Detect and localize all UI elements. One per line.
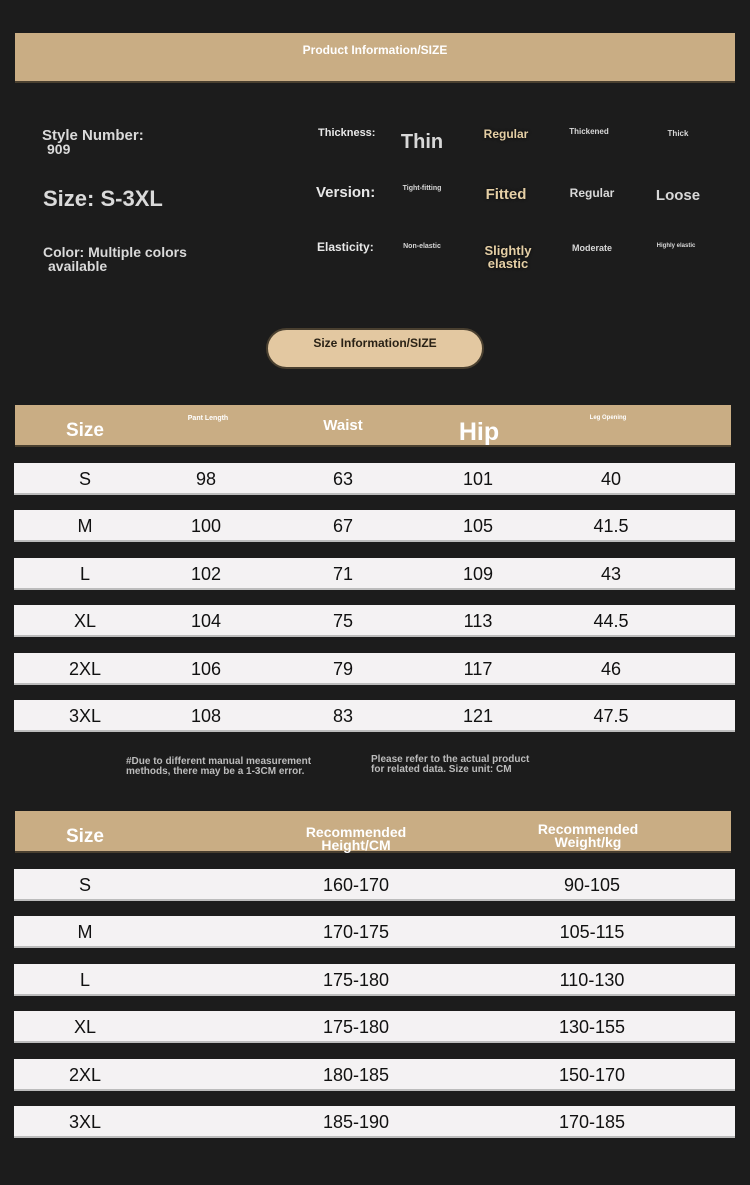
table-row	[14, 463, 735, 495]
cell-leg-opening: 43	[600, 564, 622, 584]
table-row	[14, 510, 735, 542]
cell-height: 170-175	[322, 922, 390, 942]
cell-size: L	[79, 970, 90, 990]
cell-waist: 67	[332, 516, 354, 536]
cell-weight: 90-105	[563, 875, 621, 895]
header-recommended-height	[281, 826, 431, 852]
cell-size: XL	[73, 611, 97, 631]
cell-pant-length: 98	[195, 469, 217, 489]
table-row	[14, 964, 735, 996]
note-right-line1: Please refer to the actual product	[371, 754, 530, 765]
cell-hip: 101	[462, 469, 494, 489]
cell-size: S	[78, 875, 91, 895]
cell-hip: 113	[463, 611, 493, 631]
cell-weight: 105-115	[559, 922, 625, 942]
cell-pant-length: 108	[190, 706, 222, 726]
note-left-line1: #Due to different manual measurement	[126, 756, 312, 767]
table-row	[14, 916, 735, 948]
cell-height: 180-185	[322, 1065, 390, 1085]
cell-pant-length: 102	[190, 564, 222, 584]
cell-height: 175-180	[322, 970, 390, 990]
cell-size: M	[77, 516, 93, 536]
cell-waist: 75	[332, 611, 354, 631]
cell-weight: 110-130	[559, 970, 625, 990]
elasticity-option-slightly-elastic: Slightly elastic	[484, 243, 532, 271]
elasticity-option-highly-elastic: Highly elastic	[656, 243, 696, 249]
cell-leg-opening: 41.5	[593, 516, 629, 536]
version-label: Version:	[316, 184, 376, 201]
cell-size: M	[77, 922, 93, 942]
cell-waist: 83	[332, 706, 354, 726]
banner-title: Product Information/SIZE	[302, 43, 448, 57]
cell-size: XL	[73, 1017, 97, 1037]
measurement-note-right	[371, 755, 529, 775]
cell-size: 3XL	[68, 1112, 102, 1132]
cell-weight: 130-155	[558, 1017, 626, 1037]
header-height-line2: Height/CM	[321, 837, 391, 853]
thickness-option-thick: Thick	[667, 129, 689, 138]
cell-pant-length: 106	[190, 659, 222, 679]
cell-weight: 170-185	[558, 1112, 626, 1132]
table-row	[14, 653, 735, 685]
cell-hip: 117	[463, 659, 493, 679]
elasticity-option-moderate: Moderate	[571, 243, 612, 253]
table-row	[14, 1011, 735, 1043]
cell-height: 185-190	[322, 1112, 390, 1132]
cell-leg-opening: 47.5	[593, 706, 629, 726]
color-info-line2: available	[48, 258, 108, 274]
table-row	[14, 558, 735, 590]
cell-weight: 150-170	[558, 1065, 626, 1085]
cell-height: 175-180	[322, 1017, 390, 1037]
size-table-header	[15, 405, 731, 447]
header-weight-line1: Recommended	[537, 821, 639, 837]
version-option-regular: Regular	[569, 186, 615, 200]
cell-size: 2XL	[68, 1065, 102, 1085]
cell-size: 3XL	[68, 706, 102, 726]
cell-waist: 79	[332, 659, 354, 679]
header-recommended-weight	[513, 823, 663, 849]
cell-waist: 71	[332, 564, 354, 584]
elasticity-label: Elasticity:	[317, 240, 374, 254]
header-size: Size	[65, 826, 105, 847]
cell-leg-opening: 46	[600, 659, 622, 679]
table-row	[14, 1106, 735, 1138]
cell-hip: 105	[462, 516, 494, 536]
version-option-fitted: Fitted	[485, 186, 527, 203]
measurement-note-left	[126, 757, 311, 777]
cell-size: 2XL	[68, 659, 102, 679]
cell-pant-length: 100	[190, 516, 222, 536]
header-hip: Hip	[458, 418, 500, 446]
version-option-loose: Loose	[655, 187, 701, 204]
size-range: Size: S-3XL	[43, 186, 163, 211]
cell-waist: 63	[332, 469, 354, 489]
header-weight-line2: Weight/kg	[554, 834, 622, 850]
note-left-line2: methods, there may be a 1-3CM error.	[126, 766, 305, 777]
cell-hip: 109	[462, 564, 494, 584]
recommendation-table-header	[15, 811, 731, 853]
cell-height: 160-170	[322, 875, 390, 895]
elasticity-option-non-elastic: Non-elastic	[403, 243, 441, 250]
style-number-label: Style Number:	[42, 127, 144, 144]
thickness-option-regular: Regular	[483, 127, 529, 141]
style-number-value: 909	[47, 141, 71, 157]
table-row	[14, 605, 735, 637]
cell-pant-length: 104	[190, 611, 222, 631]
cell-leg-opening: 44.5	[593, 611, 629, 631]
header-waist: Waist	[323, 417, 363, 434]
cell-hip: 121	[462, 706, 494, 726]
note-right-line2: for related data. Size unit: CM	[371, 764, 512, 775]
size-information-title: Size Information/SIZE	[313, 336, 437, 350]
size-information-pill	[266, 328, 484, 369]
thickness-option-thin: Thin	[400, 131, 444, 153]
thickness-option-thickened: Thickened	[569, 127, 609, 136]
color-info-line1: Color: Multiple colors	[43, 244, 187, 260]
header-leg-opening: Leg Opening	[589, 415, 627, 421]
color-info	[43, 245, 223, 273]
header-size: Size	[65, 420, 105, 441]
thickness-label: Thickness:	[318, 127, 376, 139]
header-pant-length: Pant Length	[187, 415, 229, 422]
product-information-banner	[15, 33, 735, 83]
version-option-tight-fitting: Tight-fitting	[402, 185, 442, 192]
table-row	[14, 700, 735, 732]
table-row	[14, 1059, 735, 1091]
cell-size: L	[79, 564, 90, 584]
table-row	[14, 869, 735, 901]
cell-leg-opening: 40	[600, 469, 622, 489]
cell-size: S	[78, 469, 91, 489]
header-height-line1: Recommended	[305, 824, 407, 840]
